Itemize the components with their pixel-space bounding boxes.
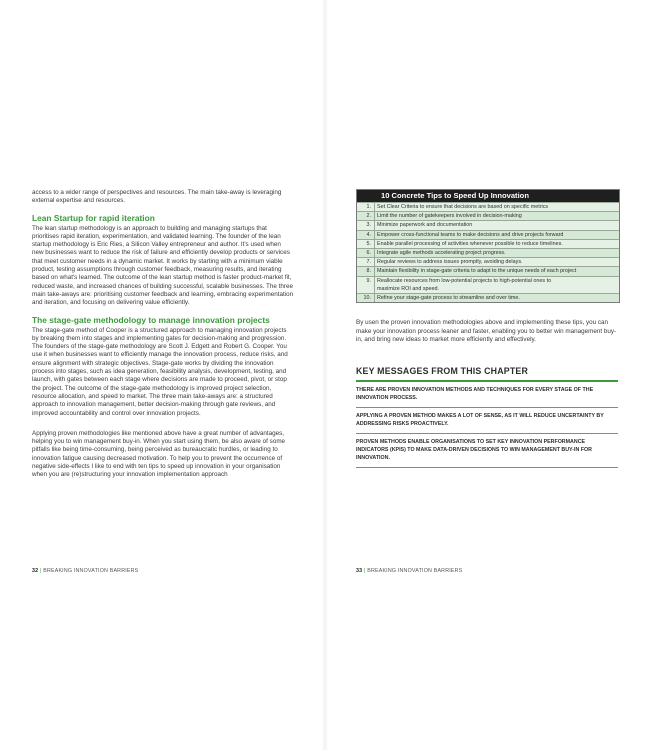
tip-text: Enable parallel processing of activities whenever possible to reduce timelines. <box>375 239 620 248</box>
tip-text: Empower cross-functional teams to make decisions and drive projects forward <box>375 230 620 239</box>
tips-list <box>357 202 619 302</box>
tip-number: 8. <box>357 267 375 276</box>
lean-startup-heading: Lean Startup for rapid iteration <box>32 212 155 223</box>
right-footer-title: BREAKING INNOVATION BARRIERS <box>367 568 463 574</box>
left-footer-title: BREAKING INNOVATION BARRIERS <box>43 568 139 574</box>
tip-text: Regular reviews to address issues promptly, avoiding delays. <box>375 258 620 267</box>
tip-row <box>357 276 619 285</box>
key-message-item: PROVEN METHODS ENABLE ORGANISATIONS TO SET KEY INNOVATION PERFORMANCE INDICATORS (KPIS) TO MAKE DATA-DRIVEN DECISIONS TO WIN MANAGEMENT BUY-IN FOR INNOVATION. <box>356 434 618 468</box>
tip-text: Integrate agile methods accelerating project progress. <box>375 249 620 258</box>
left-page-footer <box>32 568 138 574</box>
left-footer-separator: | <box>39 568 42 574</box>
tip-row <box>357 285 619 294</box>
tip-number: 2. <box>357 212 375 221</box>
intro-paragraph: access to a wider range of perspectives and resources. The main take-away is leveraging external expertise and resources. <box>32 189 282 205</box>
tip-row <box>357 230 619 239</box>
tips-table <box>356 189 620 303</box>
tips-table-title: 10 Concrete Tips to Speed Up Innovation <box>357 190 619 202</box>
tip-number: 4. <box>357 230 375 239</box>
tip-number: 7. <box>357 258 375 267</box>
tip-row <box>357 203 619 212</box>
tip-number: 6. <box>357 249 375 258</box>
tip-row <box>357 221 619 230</box>
tip-row <box>357 267 619 276</box>
tip-row <box>357 249 619 258</box>
key-messages-box <box>356 366 618 468</box>
stage-gate-heading: The stage-gate methodology to manage innovation projects <box>32 314 270 325</box>
tip-text: maximize ROI and speed. <box>375 285 620 294</box>
tip-number: 10. <box>357 294 375 303</box>
tip-text: Refine your stage-gate process to streamline and over time. <box>375 294 620 303</box>
key-message-item: THERE ARE PROVEN INNOVATION METHODS AND TECHNIQUES FOR EVERY STAGE OF THE INNOVATION PROCESS. <box>356 382 618 408</box>
right-footer-separator: | <box>363 568 366 574</box>
tip-text: Reallocate resources from low-potential projects to high-potential ones to <box>375 276 620 285</box>
left-page-body <box>32 189 294 487</box>
right-page-number: 33 <box>356 568 363 574</box>
tip-row <box>357 212 619 221</box>
left-page-number: 32 <box>32 568 39 574</box>
tip-text: Limit the number of gatekeepers involved in decision-making <box>375 212 620 221</box>
tip-number: 1. <box>357 203 375 212</box>
right-page-footer <box>356 568 462 574</box>
lean-startup-paragraph: The lean startup methodology is an approach to building and managing startups that prioritises rapid iteration, experimentation, and validated learning. The founder of the lean startup methodology is Eric Ries, a Silicon Valley entrepreneur and author. It's used when new businesses want to reduce the risk of failure and efficiently develop products or services that meet customer needs in a dynamic market. It works by starting with a minimum viable product, testing assumptions through customer feedback, measuring results, and iterating based on what's learned. The outcome of the lean startup method is faster product-market fit, reduced waste, and increased chances of building successful, scalable businesses. The three main take-aways are: prioritising customer feedback and learning, embracing experimentation and iteration, and focusing on delivering value efficiently. <box>32 224 294 307</box>
tip-text: Minimize paperwork and documentation <box>375 221 620 230</box>
page-gutter <box>322 0 328 750</box>
tip-row <box>357 294 619 303</box>
key-message-item: APPLYING A PROVEN METHOD MAKES A LOT OF SENSE, AS IT WILL REDUCE UNCERTAINTY BY ADDRESSING RISKS PROACTIVELY. <box>356 408 618 434</box>
tip-row <box>357 258 619 267</box>
stage-gate-paragraph: The stage-gate method of Cooper is a structured approach to managing innovation projects by breaking them into stages and implementing gates for decision-making and progression. The founders of the stage-gate methodology are Scott J. Edgett and Robert G. Cooper. You use it when businesses want to efficiently manage the innovation process, reduce risks, and ensure alignment with strategic objectives. Stage-gate works by dividing the innovation process into stages, such as idea generation, feasibility analysis, development, testing, and launch, with gates between each stage where decisions are made to proceed, pivot, or stop the project. The outcome of the stage-gate methodology is improved project selection, resource allocation, and speed to market. The three main take-aways are: a structured approach to innovation management, better decision-making through gate reviews, and improved accountability and control over innovation projects. <box>32 326 288 417</box>
tip-text: Set Clear Criteria to ensure that decisions are based on specific metrics <box>375 203 620 212</box>
tip-number: 3. <box>357 221 375 230</box>
key-messages-title: KEY MESSAGES FROM THIS CHAPTER <box>356 366 618 382</box>
tip-number <box>357 285 375 294</box>
closing-paragraph: Applying proven methodologies like mentioned above have a great number of advantages, helping you to win management buy-in. When you start using them, be also aware of some pitfalls like being time-consuming, being perceived as bureaucratic hurdles, or leading to innovation fatigue causing decreased motivation. To help you to prevent the occurrence of negative side-effects I like to end with ten tips to speed up innovation in your organisation when you are (re)structuring your innovation implementation approach <box>32 429 286 479</box>
tip-number: 9. <box>357 276 375 285</box>
right-page-body <box>356 189 620 468</box>
tip-row <box>357 239 619 248</box>
tip-text: Maintain flexibility in stage-gate criteria to adapt to the unique needs of each project <box>375 267 620 276</box>
summary-paragraph: By usen the proven innovation methodologies above and implementing these tips, you can make your innovation process leaner and faster, enabling you to better win management buy-in, and bring new ideas to market more efficiently and effectively. <box>356 319 617 343</box>
tip-number: 5. <box>357 239 375 248</box>
